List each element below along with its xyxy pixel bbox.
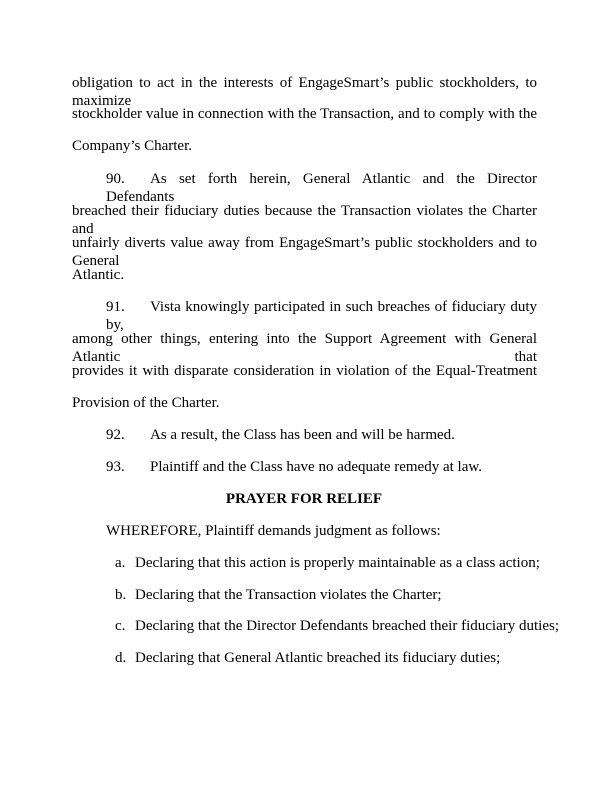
paragraph-92 xyxy=(106,426,455,444)
text-line: stockholder value in connection with the Transaction, and to comply with the xyxy=(72,106,537,122)
paragraph-text: As set forth herein, General Atlantic and the Director Defendants xyxy=(106,171,537,205)
list-item-text: Declaring that the Transaction violates the Charter; xyxy=(135,587,442,603)
text-line: Provision of the Charter. xyxy=(72,395,220,411)
list-item xyxy=(115,554,540,572)
paragraph-91-first-line xyxy=(106,298,537,334)
list-item-letter: c. xyxy=(115,618,126,634)
paragraph-text: As a result, the Class has been and will be harmed. xyxy=(150,427,455,443)
text-line: obligation to act in the interests of EngageSmart’s public stockholders, to maximize xyxy=(72,75,537,109)
text-line: Company’s Charter. xyxy=(72,138,192,154)
paragraph-text: Plaintiff and the Class have no adequate remedy at law. xyxy=(150,459,482,475)
list-item xyxy=(115,586,442,604)
text-line: unfairly diverts value away from EngageSmart’s public stockholders and to General xyxy=(72,235,537,269)
text-line: breached their fiduciary duties because the Transaction violates the Charter and xyxy=(72,203,537,237)
prayer-intro: WHEREFORE, Plaintiff demands judgment as follows: xyxy=(106,523,441,539)
text-line: provides it with disparate consideration in violation of the Equal-Treatment xyxy=(72,363,537,379)
list-item xyxy=(115,617,559,635)
list-item-letter: a. xyxy=(115,555,126,571)
paragraph-text: Vista knowingly participated in such breaches of fiduciary duty by, xyxy=(106,299,537,333)
paragraph-number: 92. xyxy=(106,427,125,443)
section-heading: PRAYER FOR RELIEF xyxy=(225,491,383,507)
list-item-text: Declaring that the Director Defendants breached their fiduciary duties; xyxy=(135,618,559,634)
list-item xyxy=(115,649,500,667)
list-item-text: Declaring that this action is properly maintainable as a class action; xyxy=(135,555,540,571)
paragraph-number: 90. xyxy=(106,171,125,187)
list-item-text: Declaring that General Atlantic breached its fiduciary duties; xyxy=(135,650,501,666)
text-line: among other things, entering into the Support Agreement with General Atlantic that xyxy=(72,331,537,365)
paragraph-93 xyxy=(106,458,482,476)
paragraph-number: 91. xyxy=(106,299,125,315)
paragraph-number: 93. xyxy=(106,459,125,475)
paragraph-90-first-line xyxy=(106,170,537,206)
text-line: Atlantic. xyxy=(72,267,125,283)
list-item-letter: b. xyxy=(115,587,127,603)
list-item-letter: d. xyxy=(115,650,127,666)
